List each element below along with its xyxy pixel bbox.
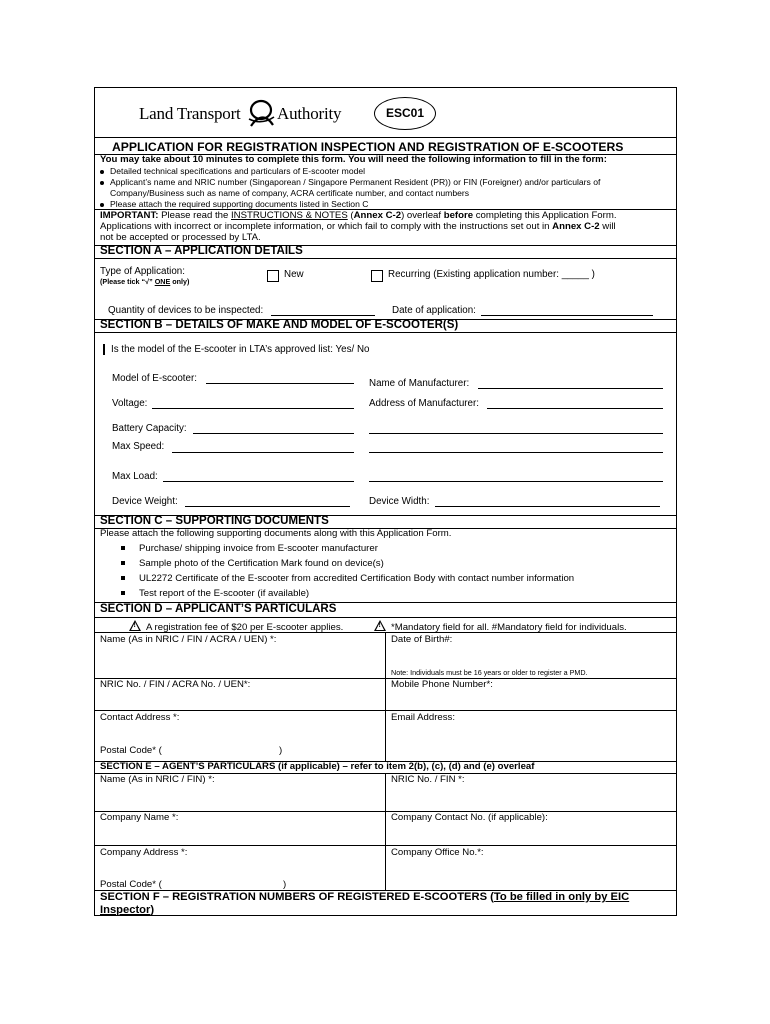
date-of-application-label: Date of application: [392, 305, 476, 316]
fee-note: !A registration fee of $20 per E-scooter applies. [129, 620, 343, 634]
voltage-label: Voltage: [112, 398, 148, 409]
divider [95, 617, 676, 618]
model-label: Model of E-scooter: [112, 373, 197, 384]
manufacturer-name-label: Name of Manufacturer: [369, 378, 470, 389]
max-load-label: Max Load: [112, 471, 158, 482]
document-item: UL2272 Certificate of the E-scooter from accredited Certification Body with contact number information [121, 573, 574, 585]
manufacturer-address-line4[interactable] [369, 481, 663, 482]
section-d-heading: SECTION D – APPLICANT’S PARTICULARS [100, 603, 337, 615]
manufacturer-address-line3[interactable] [369, 452, 663, 453]
form-title: APPLICATION FOR REGISTRATION INSPECTION AND REGISTRATION OF E-SCOOTERS [112, 140, 624, 154]
quantity-field[interactable] [271, 315, 375, 316]
model-field[interactable] [206, 383, 354, 384]
battery-capacity-field[interactable] [193, 433, 354, 434]
important-note: IMPORTANT: Please read the INSTRUCTIONS & NOTES (Annex C-2) overleaf before completing this Application Form. [100, 210, 617, 221]
documents-lead: Please attach the following supporting documents along with this Application Form. [100, 528, 452, 539]
max-speed-label: Max Speed: [112, 441, 165, 452]
agent-postal-code-label: Postal Code* ( [100, 879, 162, 890]
manufacturer-address-label: Address of Manufacturer: [369, 398, 479, 409]
new-checkbox[interactable] [267, 270, 279, 282]
manufacturer-name-field[interactable] [478, 388, 663, 389]
quantity-label: Quantity of devices to be inspected: [108, 305, 264, 316]
company-contact-label: Company Contact No. (if applicable): [391, 812, 548, 823]
important-note-line2: Applications with incorrect or incomplete information, or which fail to comply with the instructions set out in Annex C-2 will [100, 221, 616, 232]
applicant-name-label: Name (As in NRIC / FIN / ACRA / UEN) *: [100, 634, 277, 645]
device-weight-field[interactable] [185, 506, 350, 507]
type-of-application-label: Type of Application: [100, 266, 185, 277]
email-address-label: Email Address: [391, 712, 455, 723]
text-cursor [103, 344, 105, 355]
section-b-heading: SECTION B – DETAILS OF MAKE AND MODEL OF E-SCOOTER(S) [100, 319, 459, 331]
date-of-application-field[interactable] [481, 315, 653, 316]
agent-nric-label: NRIC No. / FIN *: [391, 774, 465, 785]
section-f-heading: SECTION F – REGISTRATION NUMBERS OF REGISTERED E-SCOOTERS (To be filled in only by EIC Inspector) [100, 891, 630, 916]
max-speed-field[interactable] [172, 452, 354, 453]
voltage-field[interactable] [152, 408, 354, 409]
lta-logo-text-left: Land Transport [139, 104, 241, 123]
mandatory-note: ! *Mandatory field for all. #Mandatory field for individuals. [374, 620, 627, 634]
contact-address-label: Contact Address *: [100, 712, 180, 723]
column-divider [385, 773, 386, 890]
new-checkbox-label: New [284, 269, 304, 280]
divider [95, 710, 676, 711]
max-load-field[interactable] [163, 481, 354, 482]
recurring-checkbox-label: Recurring (Existing application number: _____ ) [388, 269, 595, 280]
form-code-badge: ESC01 [374, 97, 436, 130]
recurring-checkbox[interactable] [371, 270, 383, 282]
instructions-link[interactable]: INSTRUCTIONS & NOTES [231, 210, 348, 221]
important-note-line3: not be accepted or processed by LTA. [100, 232, 261, 243]
document-item: Test report of the E-scooter (if available) [121, 588, 309, 600]
intro-bullet: Please attach the required supporting documents listed in Section C [100, 199, 368, 210]
divider [95, 137, 676, 138]
warning-icon [129, 620, 141, 631]
intro-bullet: Detailed technical specifications and particulars of E-scooter model [100, 166, 365, 177]
intro-lead: You may take about 10 minutes to complete this form. You will need the following information to fill in the form: [100, 154, 607, 165]
device-width-label: Device Width: [369, 496, 430, 507]
device-width-field[interactable] [435, 506, 660, 507]
approved-list-question: Is the model of the E-scooter in LTA’s approved list: Yes/ No [111, 344, 370, 355]
application-form [94, 87, 677, 916]
warning-icon [374, 620, 386, 631]
company-address-label: Company Address *: [100, 847, 188, 858]
lta-logo-text-right: Authority [277, 104, 342, 123]
postal-close-paren: ) [279, 745, 283, 756]
agent-name-label: Name (As in NRIC / FIN) *: [100, 774, 215, 785]
date-of-birth-label: Date of Birth#: [391, 634, 453, 645]
document-item: Sample photo of the Certification Mark found on device(s) [121, 558, 384, 570]
age-note: Note: Individuals must be 16 years or older to register a PMD. [391, 668, 588, 677]
battery-capacity-label: Battery Capacity: [112, 423, 187, 434]
manufacturer-address-line2[interactable] [369, 433, 663, 434]
divider [95, 845, 676, 846]
document-item: Purchase/ shipping invoice from E-scooter manufacturer [121, 543, 378, 555]
mobile-number-label: Mobile Phone Number*: [391, 679, 493, 690]
section-a-heading: SECTION A – APPLICATION DETAILS [100, 245, 303, 257]
tick-note: (Please tick “√” ONE only) [100, 277, 190, 286]
lta-logo-icon [247, 99, 275, 129]
intro-bullet-cont: Company/Business such as name of company, ACRA certificate number, and contact numbers [110, 188, 470, 198]
company-office-label: Company Office No.*: [391, 847, 484, 858]
divider [95, 258, 676, 259]
applicant-postal-code-label: Postal Code* ( [100, 745, 162, 756]
section-e-heading: SECTION E – AGENT’S PARTICULARS (if applicable) – refer to item 2(b), (c), (d) and (e) overleaf [100, 761, 535, 772]
divider [95, 332, 676, 333]
divider [95, 811, 676, 812]
postal-close-paren: ) [283, 879, 287, 890]
applicant-nric-label: NRIC No. / FIN / ACRA No. / UEN*: [100, 679, 251, 690]
intro-bullet: Applicant’s name and NRIC number (Singaporean / Singapore Permanent Resident (PR)) or FIN (Foreigner) and/or particulars of [100, 177, 600, 188]
section-c-heading: SECTION C – SUPPORTING DOCUMENTS [100, 515, 329, 527]
column-divider [385, 632, 386, 761]
company-name-label: Company Name *: [100, 812, 179, 823]
device-weight-label: Device Weight: [112, 496, 178, 507]
manufacturer-address-field[interactable] [487, 408, 663, 409]
